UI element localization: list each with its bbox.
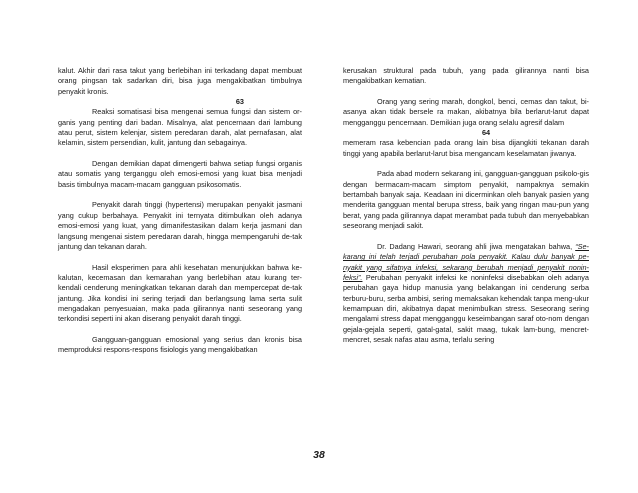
paragraph: Gangguan-gangguan emosional yang serius dan kronis bisa memproduksi respons-respons fisiologis yang mengakibatkan [58, 334, 302, 355]
left-column [58, 66, 302, 356]
paragraph: kerusakan struktural pada tubuh, yang pada gilirannya nanti bisa mengakibatkan kematian. [343, 66, 589, 86]
section-number: 63 [235, 97, 244, 107]
right-column [343, 66, 589, 345]
paragraph: Orang yang sering marah, dongkol, benci, cemas dan takut, bi-asanya akan tidak bersele ra makan, akibatnya bila berlarut-larut dapat mengganggu pencernaan. Demikian juga orang selalu agresif dalam [343, 97, 589, 127]
quote: “Se-karang ini telah terjadi perubahan pola penyakit. Kalau dulu banyak pe-nyakit yang sifatnya infeksi, sekarang berubah menjadi penyakit nonin-feksi”. [343, 241, 589, 282]
page-number: 38 [313, 449, 325, 461]
paragraph-continuation: Perubahan penyakit infeksi ke noninfeksi disebabkan oleh adanya perubahan gaya hidup manusia yang belakangan ini cenderung serba terburu-buru, serba ambisi, sering memaksakan kehendak tanpa meng-ukur kemampuan diri, akibatnya dapat menimbulkan stress. Seseorang sering mengalami stress dapat mengganggu keseimbangan saraf oto-nom dengan gejala-gejala seperti, gatal-gatal, sakit maag, tukak lam-bung, mencret-mencret, sesak nafas atau asma, terlalu sering [343, 272, 589, 344]
paragraph: memeram rasa kebencian pada orang lain bisa dijangkiti tekanan darah tinggi yang apabila berlarut-larut bisa mengancam keselamatan jiwanya. [343, 138, 589, 158]
paragraph: Reaksi somatisasi bisa mengenai semua fungsi dan sistem or-ganis yang penting dari badan. Misalnya, alat pencernaan dari lambung atau perut, sistem kelenjar, sistem peredaran darah, alat pernafasan, alat kelamin, sistem persendian, kulit, jantung dan sebagainya. [58, 107, 302, 148]
paragraph: Pada abad modern sekarang ini, gangguan-gangguan psikolo-gis dengan bermacam-macam simptom penyakit, nampaknya semakin bertambah banyak saja. Keadaan ini dicerminkan oleh banyak pasien yang menderita gangguan mental berupa stress, baik yang ringan mau-pun yang berat, yang pada gilirannya dapat merambat pada tubuh dan menyebabkan seseorang menjadi sakit. [343, 169, 589, 231]
paragraph: Penyakit darah tinggi (hypertensi) merupakan penyakit jasmani yang cukup berbahaya. Penyakit ini ternyata ditimbulkan oleh adanya emosi-emosi yang kuat, yang dimanifestasikan dalam kerja jasmani dan langsung mengenai sistem peredaran darah, hingga mempengaruhi de-tak jantung dan tekanan darah. [58, 200, 302, 251]
paragraph: Dengan demikian dapat dimengerti bahwa setiap fungsi organis atau somatis yang terganggu oleh emosi-emosi yang kuat bisa menjadi basis timbulnya macam-macam gangguan psikosomatis. [58, 159, 302, 189]
paragraph: Hasil eksperimen para ahli kesehatan menunjukkan bahwa ke-kalutan, kecemasan dan kemarahan yang berlebihan atau kurang ter-kendali cenderung meningkatkan tekanan darah dan mempercepat de-tak jantung. Jika kondisi ini sering terjadi dan berlangsung lama serta sulit mengadakan penyesuaian, maka pada gilirannya nanti seseorang yang terkondisi seperti ini akan diserang penyakit darah tinggi. [58, 262, 302, 324]
paragraph-intro: Dr. Dadang Hawari, seorang ahli jiwa mengatakan bahwa, [377, 241, 573, 251]
paragraph [343, 242, 589, 345]
paragraph: kalut. Akhir dari rasa takut yang berlebihan ini terkadang dapat membuat orang pingsan tak sadarkan diri, bisa juga mengakibatkan timbulnya penyakit kronis. [58, 66, 302, 96]
section-number: 64 [481, 128, 491, 138]
